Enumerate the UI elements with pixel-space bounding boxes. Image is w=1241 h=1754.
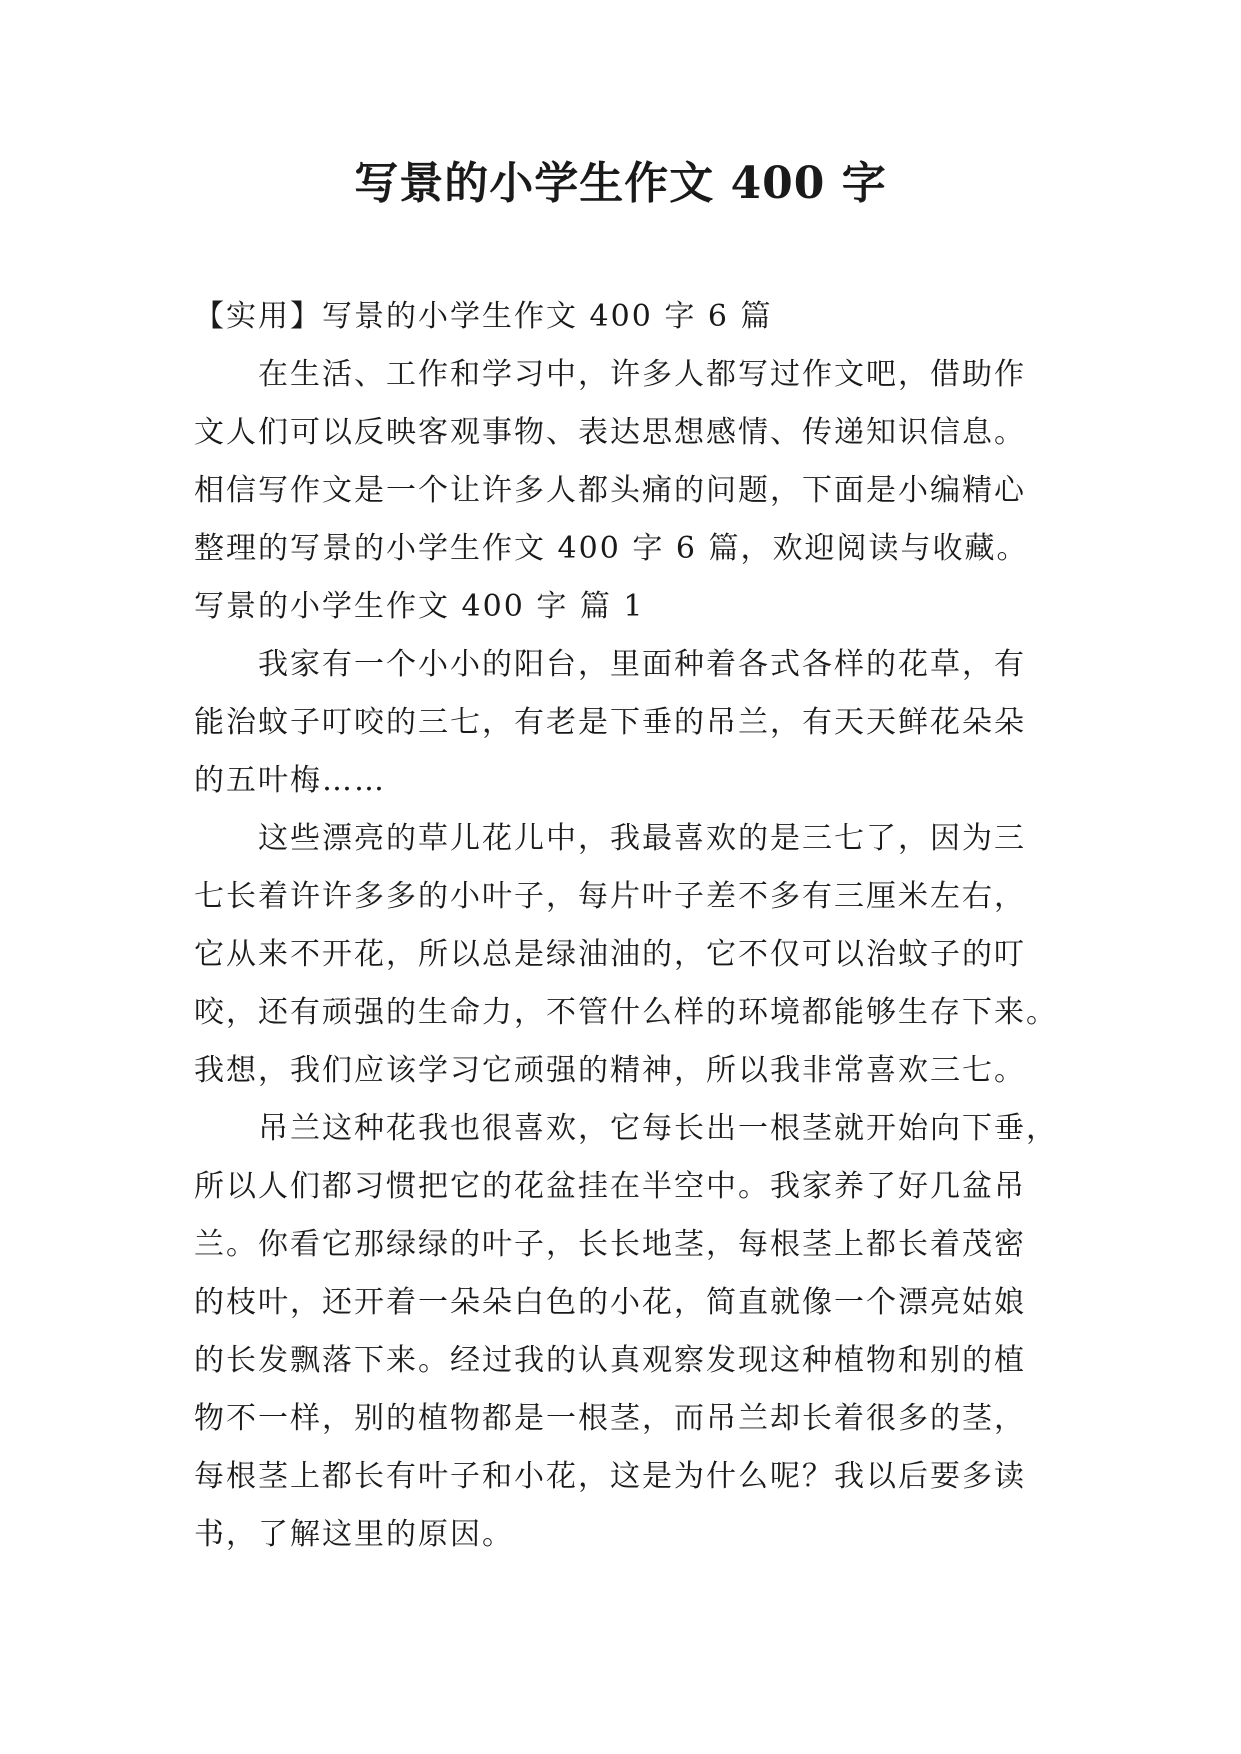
- text-line: 的五叶梅……: [194, 763, 386, 798]
- text-line: 相信写作文是一个让许多人都头痛的问题，下面是小编精心: [194, 473, 1026, 508]
- text-line: 我家有一个小小的阳台，里面种着各式各样的花草，有: [258, 647, 1026, 682]
- text-line: 所以人们都习惯把它的花盆挂在半空中。我家养了好几盆吊: [194, 1169, 1026, 1204]
- document-title: 写景的小学生作文 400 字: [354, 158, 887, 209]
- document-body: [194, 288, 1074, 1564]
- text-line: 文人们可以反映客观事物、表达思想感情、传递知识信息。: [194, 415, 1026, 450]
- subtitle-line: 【实用】写景的小学生作文 400 字 6 篇: [194, 299, 773, 334]
- text-line: 的枝叶，还开着一朵朵白色的小花，简直就像一个漂亮姑娘: [194, 1285, 1026, 1320]
- text-line: 能治蚊子叮咬的三七，有老是下垂的吊兰，有天天鲜花朵朵: [194, 705, 1026, 740]
- text-line: 七长着许许多多的小叶子，每片叶子差不多有三厘米左右，: [194, 879, 1026, 914]
- text-line: 在生活、工作和学习中，许多人都写过作文吧，借助作: [258, 357, 1026, 392]
- text-line: 咬，还有顽强的生命力，不管什么样的环境都能够生存下来。: [194, 995, 1058, 1030]
- text-line: 整理的写景的小学生作文 400 字 6 篇，欢迎阅读与收藏。: [194, 531, 1029, 566]
- text-line: 它从来不开花，所以总是绿油油的，它不仅可以治蚊子的叮: [194, 937, 1026, 972]
- text-line: 的长发飘落下来。经过我的认真观察发现这种植物和别的植: [194, 1343, 1026, 1378]
- text-line: 兰。你看它那绿绿的叶子，长长地茎，每根茎上都长着茂密: [194, 1227, 1026, 1262]
- text-line: 吊兰这种花我也很喜欢，它每长出一根茎就开始向下垂，: [258, 1111, 1058, 1146]
- text-line: 每根茎上都长有叶子和小花，这是为什么呢？我以后要多读: [194, 1459, 1026, 1494]
- text-line: 这些漂亮的草儿花儿中，我最喜欢的是三七了，因为三: [258, 821, 1026, 856]
- text-line: 我想，我们应该学习它顽强的精神，所以我非常喜欢三七。: [194, 1053, 1026, 1088]
- section-heading: 写景的小学生作文 400 字 篇 1: [194, 589, 645, 624]
- text-line: 物不一样，别的植物都是一根茎，而吊兰却长着很多的茎，: [194, 1401, 1026, 1436]
- text-line: 书，了解这里的原因。: [194, 1517, 514, 1552]
